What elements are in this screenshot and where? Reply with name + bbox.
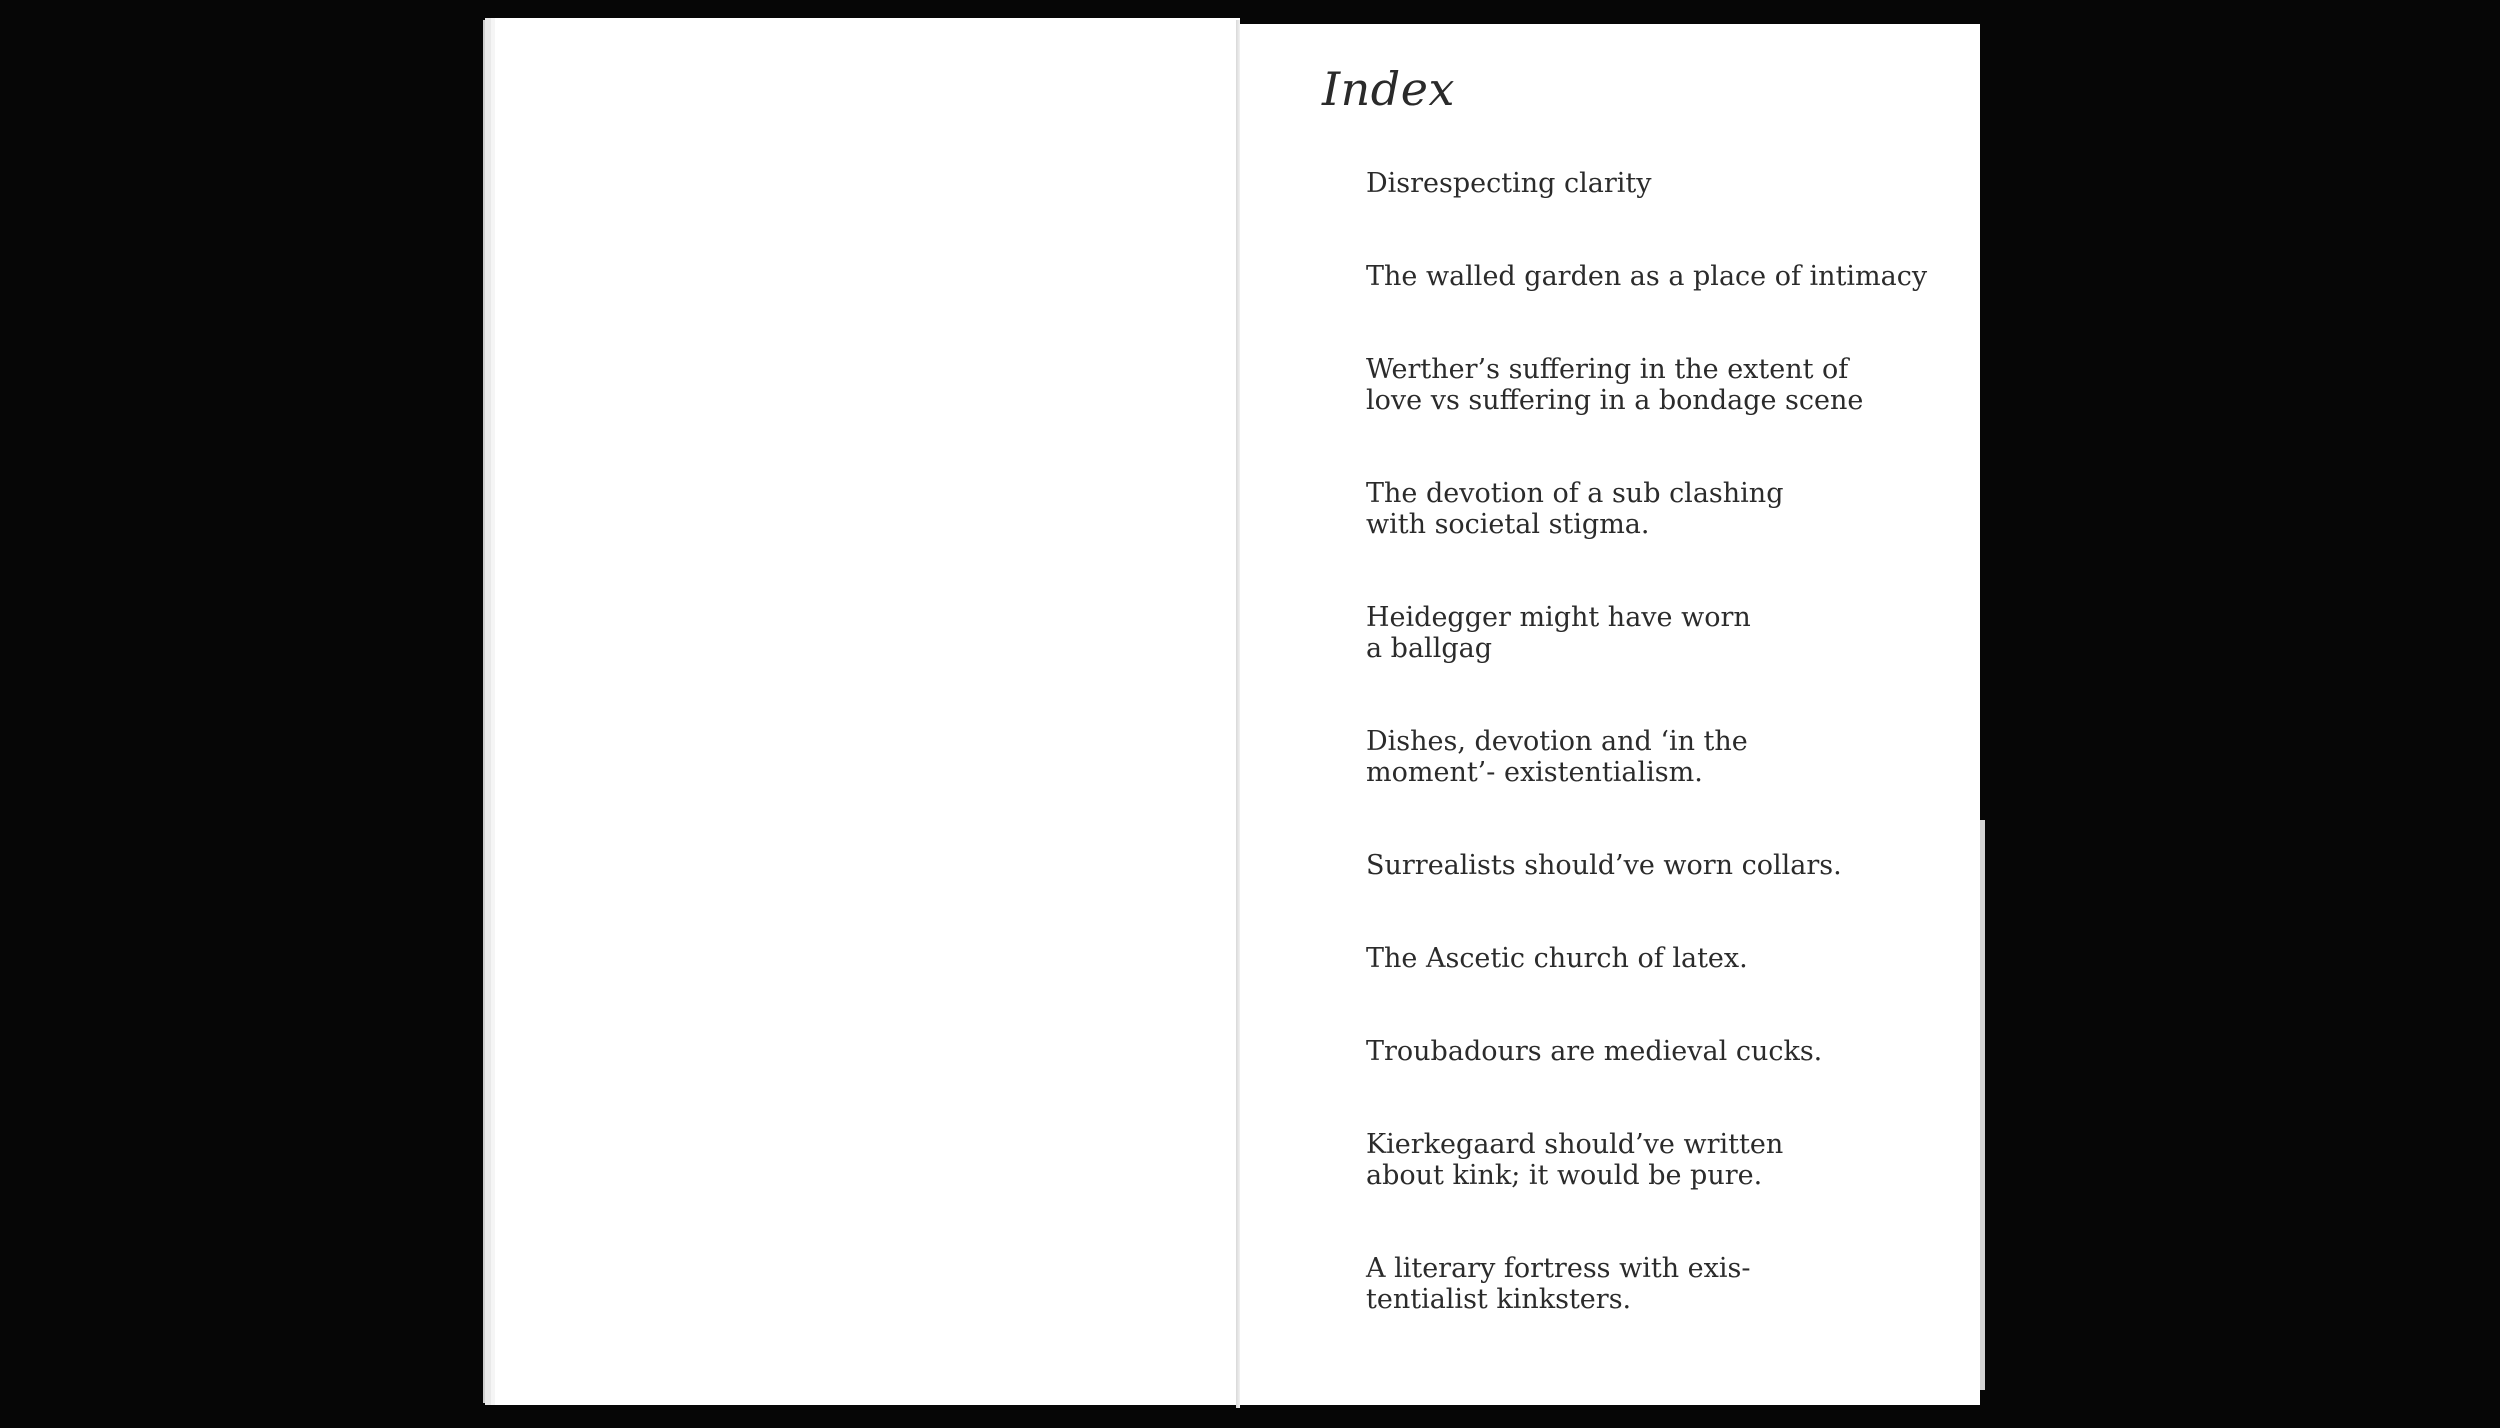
entry-line: moment’- existentialism. [1366,757,1703,788]
entry-line: Troubadours are medieval cucks. [1366,1036,1823,1067]
index-entry [1366,478,1783,540]
index-entry [1366,850,1842,881]
index-entry [1366,261,1927,292]
index-entry [1366,168,1652,199]
entry-line: Kierkegaard should’ve written [1366,1129,1784,1160]
index-entry [1366,1253,1751,1315]
entry-line: about kink; it would be pure. [1366,1160,1763,1191]
index-entry [1366,943,1748,974]
index-entry [1366,726,1748,788]
entry-line: love vs suffering in a bondage scene [1366,385,1864,416]
entry-line: Dishes, devotion and ‘in the [1366,726,1748,757]
entry-line: The Ascetic church of latex. [1366,943,1748,974]
index-title: Index [1322,62,1455,116]
entry-line: a ballgag [1366,633,1492,664]
entry-line: A literary fortress with exis- [1366,1253,1751,1284]
entry-line: with societal stigma. [1366,509,1650,540]
entry-line: The devotion of a sub clashing [1366,478,1784,509]
index-entry [1366,1036,1822,1067]
entry-line: Heidegger might have worn [1366,602,1751,633]
entry-line: Disrespecting clarity [1366,168,1652,199]
index-entry [1366,602,1751,664]
index-entry [1366,354,1863,416]
right-page [1240,24,1980,1405]
right-page-edge [1980,820,1985,1390]
left-page-blank [485,18,1240,1405]
entry-line: Surrealists should’ve worn collars. [1366,850,1842,881]
entry-line: The walled garden as a place of intimacy [1366,261,1928,292]
entry-line: tentialist kinksters. [1366,1284,1632,1315]
entry-line: Werther’s suffering in the extent of [1366,354,1849,385]
index-entry [1366,1129,1783,1191]
